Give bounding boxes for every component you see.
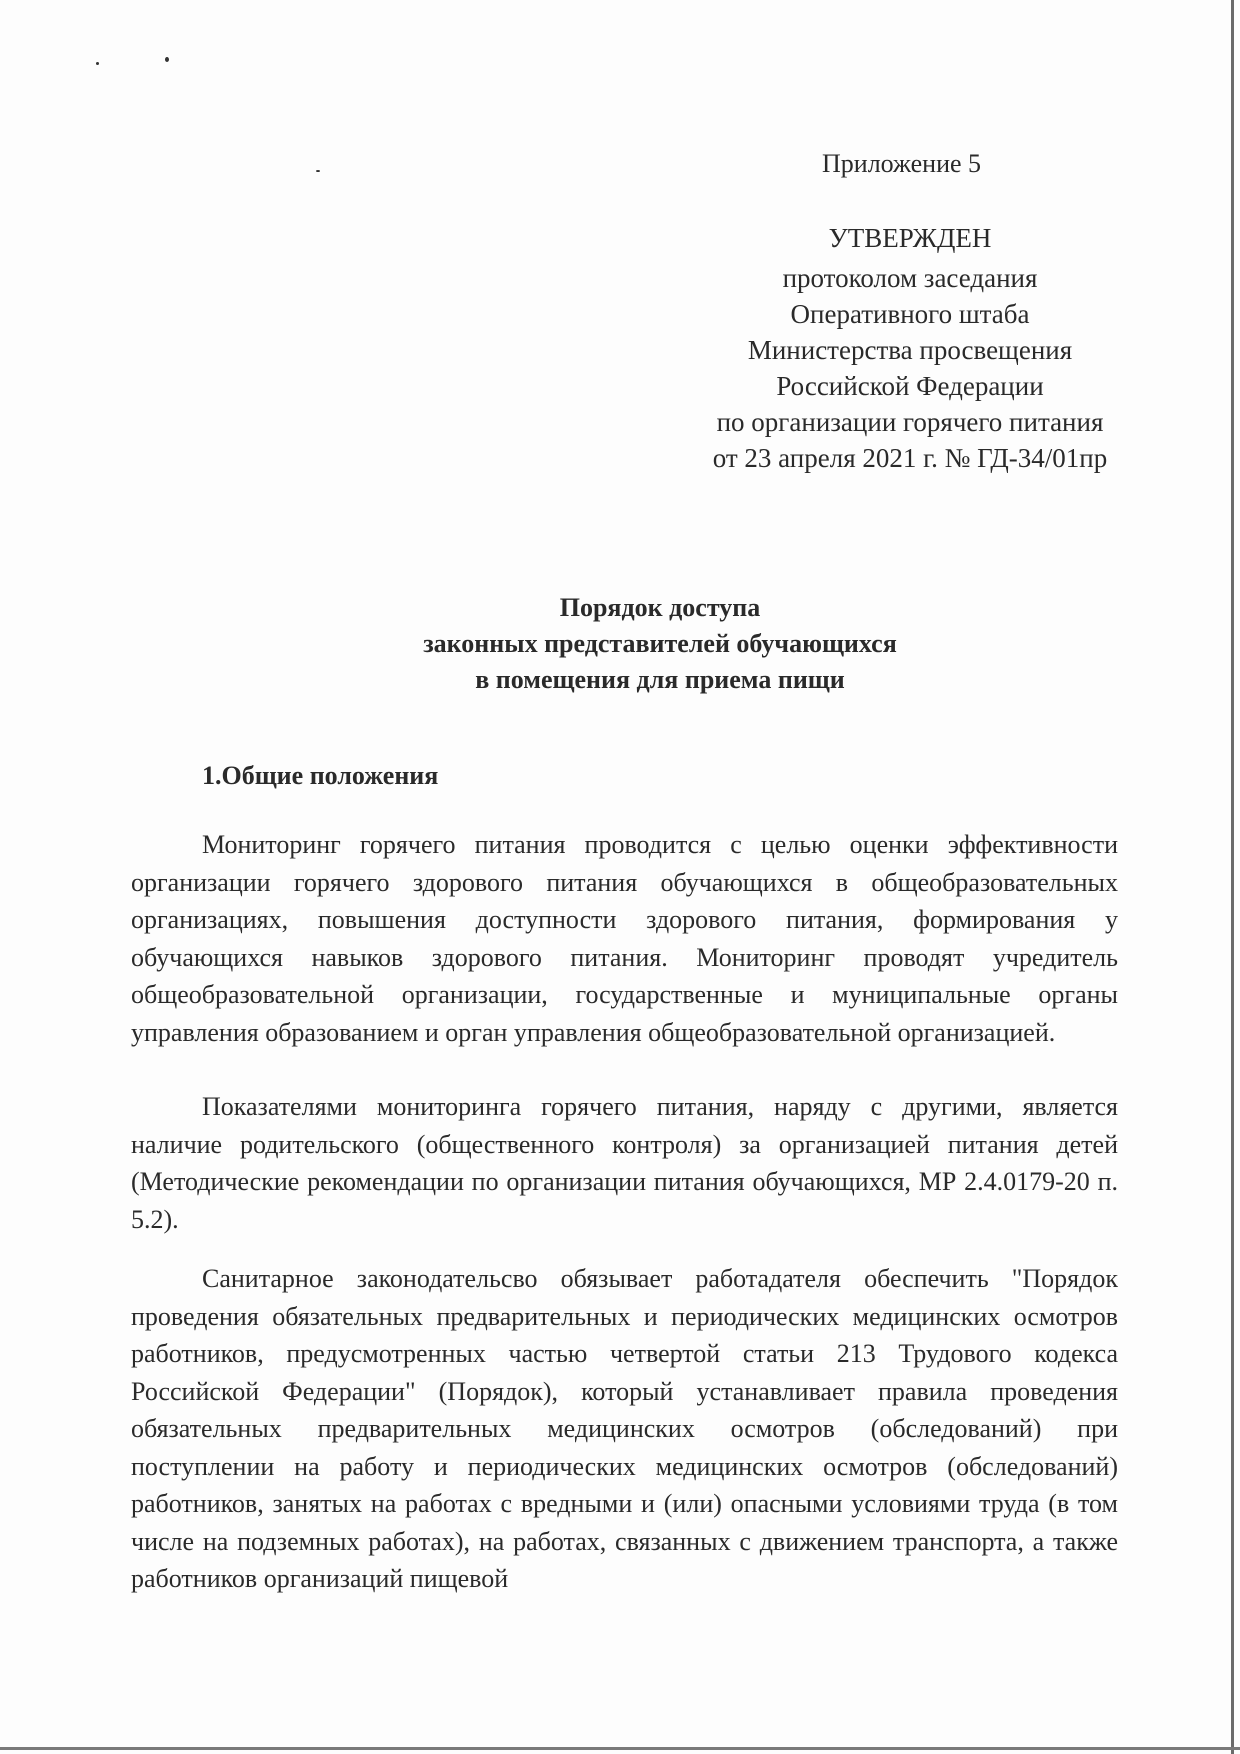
approval-line: по организации горячего питания	[716, 407, 1104, 437]
scan-edge-right	[1231, 0, 1234, 1754]
approval-line: Российской Федерации	[776, 371, 1044, 401]
scan-speck	[316, 170, 320, 172]
scan-edge-bottom	[0, 1747, 1240, 1750]
paragraph-indicators: Показателями мониторинга горячего питания, наряду с другими, является наличие родительского (общественного контроля) за организацией питания детей (Методические рекомендации по организации питания обучающихся, МР 2.4.0179-20 п. 5.2).	[131, 1092, 1118, 1234]
approval-line: протоколом заседания	[782, 263, 1038, 293]
title-line: Порядок доступа	[559, 593, 761, 622]
title-line: законных представителей обучающихся	[423, 629, 897, 658]
appendix-label: Приложение 5	[822, 149, 982, 178]
approval-line: Оперативного штаба	[790, 299, 1030, 329]
approval-block	[690, 220, 1130, 476]
document-title	[130, 590, 1190, 698]
title-line: в помещения для приема пищи	[475, 665, 845, 694]
scan-speck	[165, 57, 169, 62]
approved-stamp-text: УТВЕРЖДЕН	[828, 223, 992, 253]
approval-line: от 23 апреля 2021 г. № ГД-34/01пр	[712, 443, 1108, 473]
approval-line: Министерства просвещения	[747, 335, 1073, 365]
scan-speck	[96, 62, 99, 65]
section-heading: 1.Общие положения	[202, 761, 439, 790]
paragraph-sanitary: Санитарное законодательсво обязывает работадателя обеспечить "Порядок проведения обязательных предварительных и периодических медицинских осмотров работников, предусмотренных частью четвертой статьи 213 Трудового кодекса Российской Федерации" (Порядок), который устанавливает правила проведения обязательных предварительных медицинских осмотров (обследований) при поступлении на работу и периодических медицинских осмотров (обследований) работников, занятых на работах с вредными и (или) опасными условиями труда (в том числе на подземных работах), на работах, связанных с движением транспорта, а также работников организаций пищевой	[131, 1264, 1118, 1593]
paragraph-monitoring: Мониторинг горячего питания проводится с целью оценки эффективности организации горячего здорового питания обучающихся в общеобразовательных организациях, повышения доступности здорового питания, формирования у обучающихся навыков здорового питания. Мониторинг проводят учредитель общеобразовательной организации, государственные и муниципальные органы управления образованием и орган управления общеобразовательной организацией.	[131, 830, 1118, 1047]
